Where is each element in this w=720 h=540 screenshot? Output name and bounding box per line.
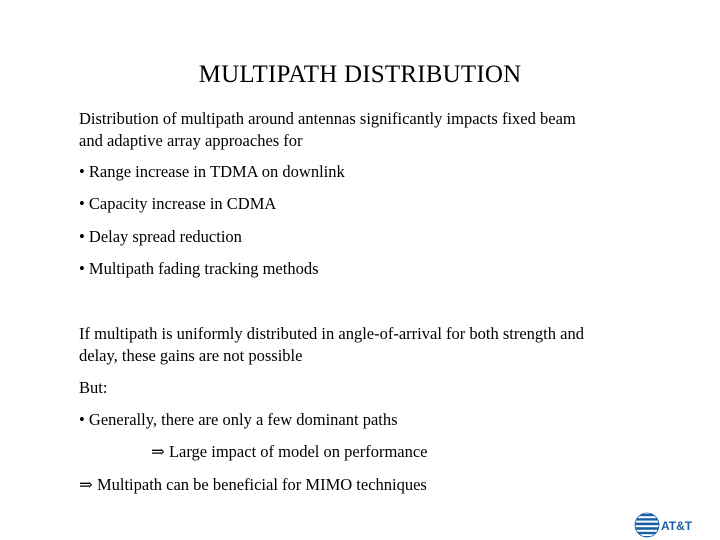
intro-line-2: and adaptive array approaches for xyxy=(79,131,303,150)
bullet-range-increase: • Range increase in TDMA on downlink xyxy=(79,162,345,181)
implication-model-impact: ⇒ Large impact of model on performance xyxy=(151,442,428,461)
bullet-fading-tracking: • Multipath fading tracking methods xyxy=(79,259,319,278)
intro-line-1: Distribution of multipath around antennas significantly impacts fixed beam xyxy=(79,109,576,128)
but-label: But: xyxy=(79,378,108,397)
logo-text: AT&T xyxy=(661,519,693,533)
bullet-delay-spread: • Delay spread reduction xyxy=(79,227,242,246)
bullet-dominant-paths: • Generally, there are only a few dominant paths xyxy=(79,410,398,429)
att-globe-icon xyxy=(634,512,696,538)
att-logo xyxy=(634,512,696,538)
implication-mimo: ⇒ Multipath can be beneficial for MIMO techniques xyxy=(79,475,427,494)
bullet-capacity-increase: • Capacity increase in CDMA xyxy=(79,194,277,213)
slide-title: MULTIPATH DISTRIBUTION xyxy=(198,61,522,88)
para2-line-1: If multipath is uniformly distributed in angle-of-arrival for both strength and xyxy=(79,324,584,343)
para2-line-2: delay, these gains are not possible xyxy=(79,346,303,365)
